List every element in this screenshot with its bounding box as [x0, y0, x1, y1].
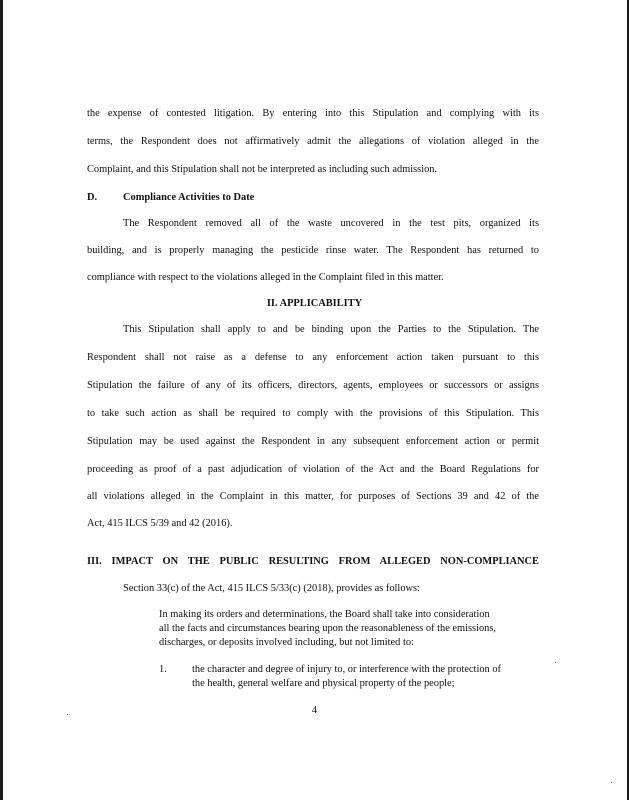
item-1-line-2: the health, general welfare and physical property of the people;	[192, 678, 455, 689]
item-1-line-1: the character and degree of injury to, or interference with the protection of	[192, 664, 501, 675]
section-ii-heading: II. APPLICABILITY	[266, 298, 363, 309]
section-d-line-2: building, and is properly managing the pesticide rinse water. The Respondent has returned to	[87, 245, 539, 256]
section-ii-line-6: proceeding as proof of a past adjudication of violation of the Act and the Board Regulations for	[87, 464, 539, 475]
scan-speck	[67, 714, 68, 715]
item-1-number: 1.	[159, 664, 167, 675]
intro-line-3: Complaint, and this Stipulation shall not be interpreted as including such admission.	[87, 164, 438, 175]
quote-line-3: discharges, or deposits involved including, but not limited to:	[159, 637, 414, 648]
quote-line-2: all the facts and circumstances bearing upon the reasonableness of the emissions,	[159, 623, 497, 634]
scan-speck	[611, 782, 612, 783]
quote-line-1: In making its orders and determinations, the Board shall take into consideration	[159, 609, 490, 620]
section-d-line-1: The Respondent removed all of the waste uncovered in the test pits, organized its	[123, 218, 539, 229]
section-iii-intro: Section 33(c) of the Act, 415 ILCS 5/33(c) (2018), provides as follows:	[123, 583, 420, 594]
page-number: 4	[311, 705, 318, 716]
section-ii-line-3: Stipulation the failure of any of its officers, directors, agents, employees or successors or assigns	[87, 380, 539, 391]
section-ii-line-2: Respondent shall not raise as a defense to any enforcement action taken pursuant to this	[87, 352, 539, 363]
section-ii-line-1: This Stipulation shall apply to and be binding upon the Parties to the Stipulation. The	[123, 324, 539, 335]
intro-line-2: terms, the Respondent does not affirmatively admit the allegations of violation alleged in the	[87, 136, 539, 147]
section-ii-line-5: Stipulation may be used against the Respondent in any subsequent enforcement action or permit	[87, 436, 539, 447]
section-ii-line-7: all violations alleged in the Complaint in this matter, for purposes of Sections 39 and 42 of the	[87, 491, 539, 502]
scan-edge-left	[0, 0, 3, 800]
section-d-letter: D.	[87, 192, 98, 203]
section-ii-line-8: Act, 415 ILCS 5/39 and 42 (2016).	[87, 518, 233, 529]
section-d-line-3: compliance with respect to the violations alleged in the Complaint filed in this matter.	[87, 272, 444, 283]
section-iii-heading: III. IMPACT ON THE PUBLIC RESULTING FROM ALLEGED NON-COMPLIANCE	[87, 556, 539, 567]
intro-line-1: the expense of contested litigation. By entering into this Stipulation and complying with its	[87, 108, 539, 119]
section-d-title: Compliance Activities to Date	[123, 192, 255, 203]
scan-speck	[555, 662, 556, 663]
section-ii-line-4: to take such action as shall be required to comply with the provisions of this Stipulation. This	[87, 408, 539, 419]
